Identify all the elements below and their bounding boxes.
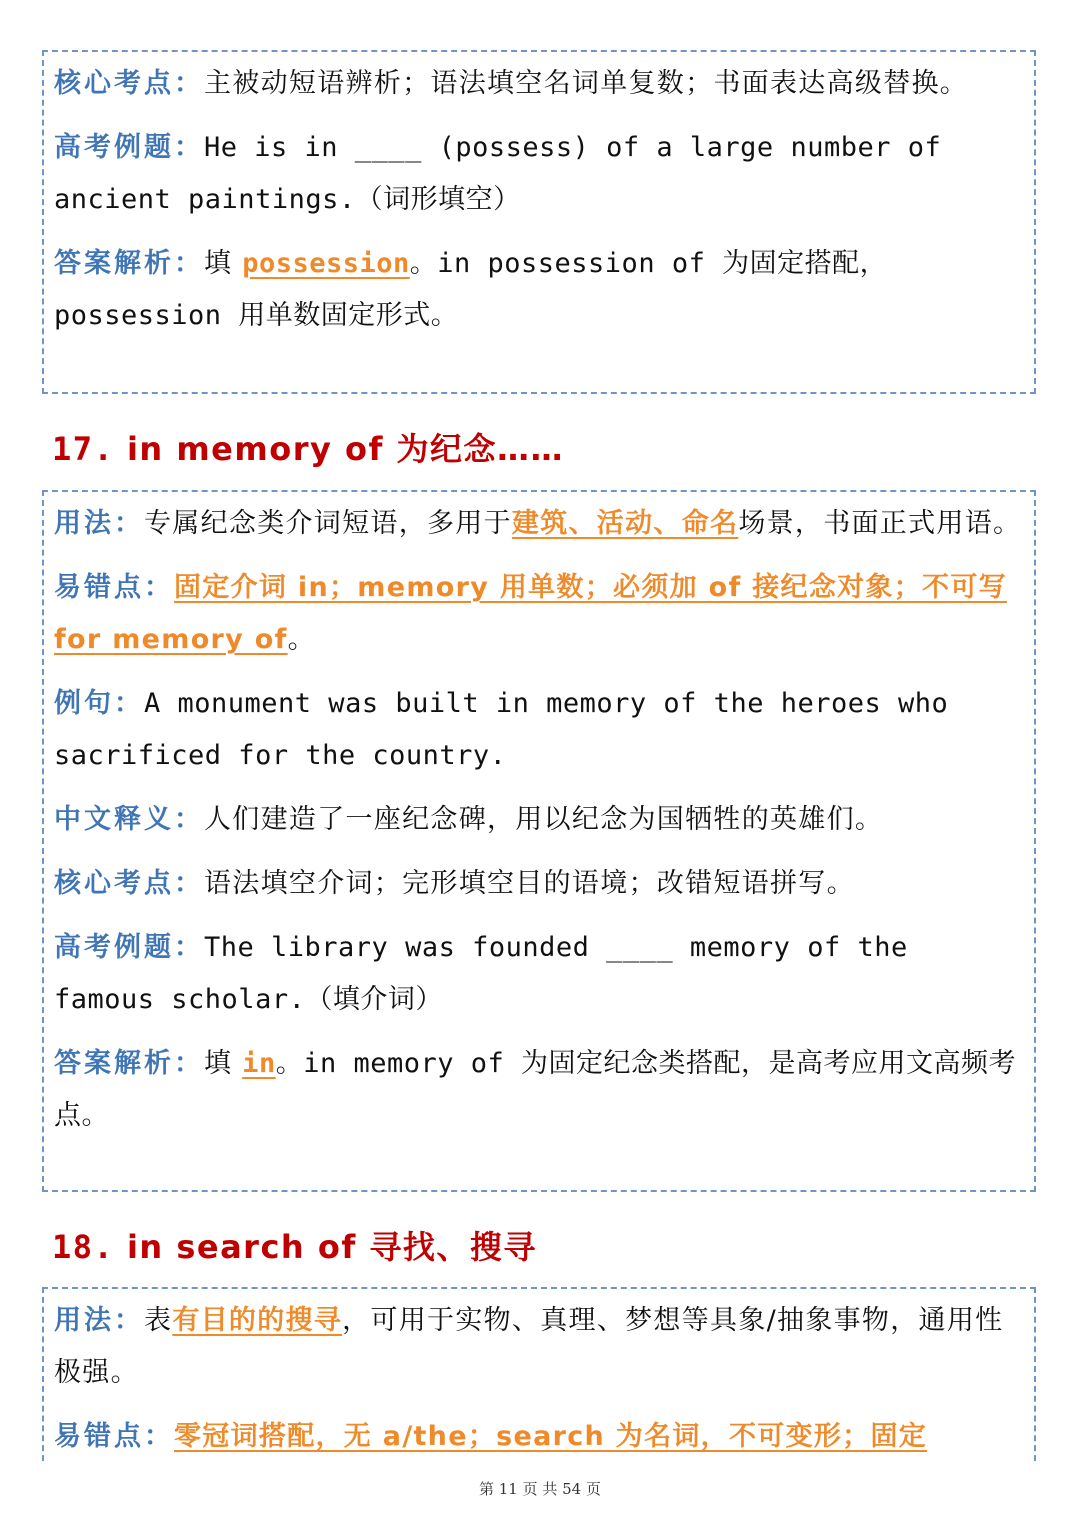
exam-example-text: The library was founded ____ memory of the famous scholar.（填介词） <box>54 932 908 1015</box>
answer-word: possession <box>242 248 410 279</box>
error-points-row <box>54 562 1022 666</box>
error-points-text: 固定介词 in；memory 用单数；必须加 of 接纪念对象；不可写 for memory of <box>54 572 1007 655</box>
exam-example-text: He is in ____ (possess) of a large number of ancient paintings.（词形填空） <box>54 132 942 215</box>
usage-row <box>54 498 1022 550</box>
usage-label: 用法： <box>54 508 144 539</box>
chinese-translation-text: 人们建造了一座纪念碑，用以纪念为国牺牲的英雄们。 <box>204 804 884 835</box>
example-sentence-row <box>54 678 1022 782</box>
core-points-label: 核心考点： <box>54 868 204 899</box>
section-18-box <box>42 1287 1036 1461</box>
exam-example-row <box>54 922 1022 1026</box>
example-sentence-label: 例句： <box>54 688 144 719</box>
heading-number: 18. <box>52 1228 115 1266</box>
usage-highlight: 有目的的搜寻 <box>172 1305 343 1336</box>
answer-row <box>54 238 1022 342</box>
heading-number: 17. <box>52 430 115 468</box>
usage-highlight: 建筑、活动、命名 <box>511 508 739 539</box>
answer-row <box>54 1038 1022 1142</box>
error-points-end: 。 <box>287 624 316 655</box>
usage-row <box>54 1295 1022 1399</box>
core-points-label: 核心考点： <box>54 68 204 99</box>
usage-text-post: 场景，书面正式用语。 <box>738 508 1022 539</box>
error-points-text: 零冠词搭配，无 a/the；search 为名词，不可变形；固定 <box>174 1421 928 1452</box>
section-17-box <box>42 490 1036 1192</box>
core-points-text: 语法填空介词；完形填空目的语境；改错短语拼写。 <box>204 868 855 899</box>
answer-label: 答案解析： <box>54 248 204 279</box>
usage-label: 用法： <box>54 1305 144 1336</box>
example-sentence-text: A monument was built in memory of the heroes who sacrificed for the country. <box>54 688 949 771</box>
core-points-text: 主被动短语辨析；语法填空名词单复数；书面表达高级替换。 <box>204 68 969 99</box>
usage-text-post: ，可用于实物、真理、梦想等具象/抽象事物，通用性极强。 <box>54 1305 1004 1388</box>
chinese-translation-row <box>54 794 1022 846</box>
usage-text-pre: 专属纪念类介词短语，多用于 <box>144 508 512 539</box>
section-17-heading <box>52 424 564 470</box>
section-18-heading <box>52 1222 537 1268</box>
core-points-row <box>54 858 1022 910</box>
error-points-row <box>54 1411 1022 1463</box>
answer-label: 答案解析： <box>54 1048 204 1079</box>
error-points-label: 易错点： <box>54 1421 174 1452</box>
exam-example-label: 高考例题： <box>54 132 204 163</box>
error-points-label: 易错点： <box>54 572 174 603</box>
answer-prefix: 填 <box>204 248 243 279</box>
usage-text-pre: 表 <box>144 1305 173 1336</box>
exam-example-row <box>54 122 1022 226</box>
chinese-translation-label: 中文释义： <box>54 804 204 835</box>
page-footer: 第 11 页 共 54 页 <box>478 1480 601 1498</box>
exam-example-label: 高考例题： <box>54 932 204 963</box>
section-16-box <box>42 50 1036 394</box>
core-points-row <box>54 58 1022 110</box>
heading-title: in memory of 为纪念…… <box>126 430 565 468</box>
answer-word: in <box>242 1048 276 1079</box>
heading-title: in search of 寻找、搜寻 <box>126 1228 537 1266</box>
answer-prefix: 填 <box>204 1048 243 1079</box>
answer-explanation: 。in possession of 为固定搭配，possession 用单数固定形式。 <box>54 248 888 331</box>
answer-explanation: 。in memory of 为固定纪念类搭配，是高考应用文高频考点。 <box>54 1048 1017 1131</box>
